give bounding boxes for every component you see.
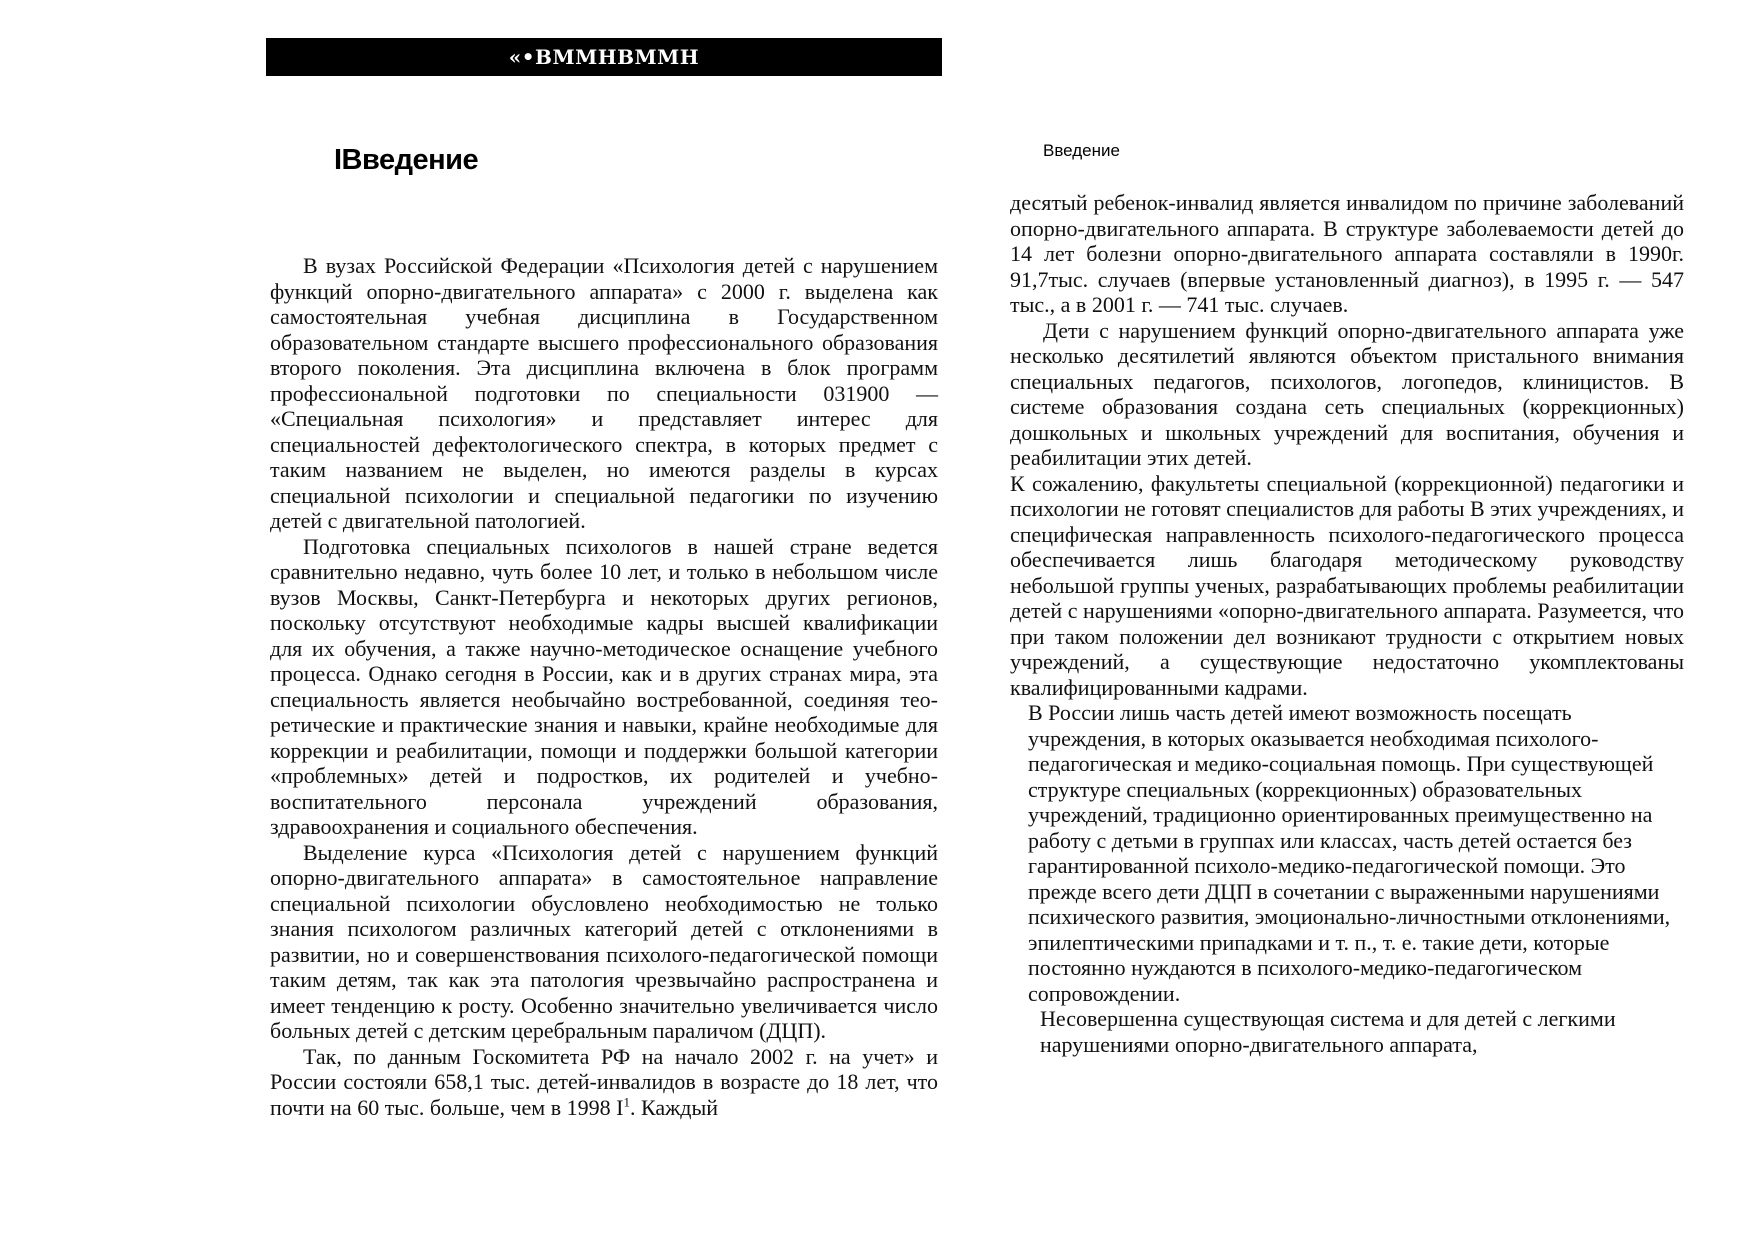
paragraph: В вузах Российской Федерации «Психология детей с нарушением функций опорно-двигательного аппарата» с 2000 г. выделена как самостоятельная учебная дисциплина в Государственном образовательном стандарте высшего профессионального образования второго поколения. Эта дисциплина включена в блок программ профессиональной подготовки по специальности 031900 — «Специальная психология» и представляет интерес для специальностей дефектологического спектра, в которых предмет с таким названием не выделен, но имеются разделы в курсах специальной психологии и специальной педагогики по изучению детей с двигательной патологией. [270, 253, 938, 533]
paragraph: Несовершенна существующая система и для детей с легкими нарушениями опорно-двигательного аппарата, [1040, 1006, 1616, 1057]
running-head: Введение [1043, 141, 1120, 160]
paragraph-last [270, 1044, 938, 1121]
paragraph: Дети с нарушением функций опорно-двигательного аппарата уже несколько десятилетий являются объектом пристального внимания специальных педагогов, психологов, логопедов, клиницистов. В системе образования создана сеть специальных (коррекционных) дошкольных и школьных учреждений для воспитания, обучения и реабилитации этих детей. [1010, 317, 1684, 470]
paragraph-text: Так, по данным Госкомитета РФ на начало 2002 г. на учет» и России состояли 658,1 тыс. детей-инвалидов в возрасте до 18 лет, что почти на 60 тыс. больше, чем в 1998 I [270, 1043, 938, 1120]
right-body-text [1010, 190, 1684, 1057]
paragraph-tail: . Каждый [629, 1094, 719, 1120]
paragraph: В России лишь часть детей имеют возможность посещать учреждения, в которых оказывается необходимая психолого-педагогическая и медико-социальная помощь. При существующей структуре специальных (коррекционных) образовательных учреждений, традиционно ориентированных преимущественно на работу с детьми в группах или классах, часть детей остается без гарантированной психоло-медико-педагогической помощи. Это прежде всего дети ДЦП в сочетании с выраженными нарушениями психического развития, эмоционально-личностными отклонениями, эпилептическими припадками и т. п., т. е. такие дети, которые постоянно нуждаются в психолого-медико-педагогическом сопровождении. [1028, 700, 1671, 1006]
right-page [960, 0, 1753, 1241]
paragraph-continuation: десятый ребенок-инвалид является инвалидом по причине заболеваний опорно-двигательного аппарата. В структуре заболеваемости детей до 14 лет болезни опорно-двигательного аппарата составляли в 1990г. 91,7тыс. случаев (впервые установленный диагноз), в 1995 г. — 547 тыс., а в 2001 г. — 741 тыс. случаев. [1010, 190, 1684, 317]
paragraph: Выделение курса «Психология детей с нарушением функций опорно-двигательного аппарата» в самостоятельное направление специальной психологии обусловлено необходимостью не только знания психологом различных категорий детей с отклонениями в развитии, но и совершенствования психолого-педагогической помощи таким детям, так как эта патология чрезвычайно распространена и имеет тенденцию к росту. Особенно значительно увеличивается число больных детей с детским церебральным параличом (ДЦП). [270, 839, 938, 1043]
header-band: «•ВММНВММН [266, 38, 942, 76]
left-body-text [270, 253, 938, 1120]
chapter-title: IВведение [334, 144, 479, 176]
paragraph: Подготовка специальных психологов в нашей стране ведется сравнительно недавно, чуть более 10 лет, и только в небольшом числе вузов Москвы, Санкт-Петербурга и некоторых других регионов, поскольку отсутствуют необходимые кадры высшей квалификации для их обучения, а также научно-методическое оснащение учебного процесса. Однако сегодня в России, как и в других странах мира, эта специальность является необычайно востребованной, соединяя теоретические и практические знания и навыки, крайне необходимые для коррекции и реабилитации, помощи и поддержки большой категории «проблемных» детей и подростков, их родителей и учебно-воспитательного персонала учреждений образования, здравоохранения и социального обеспечения. [270, 533, 938, 839]
footnote-marker: 1 [623, 1094, 630, 1110]
paragraph: К сожалению, факультеты специальной (коррекционной) педагогики и психологии не готовят специалистов для работы В этих учреждениях, и специфическая направленность психолого-педагогического процесса обеспечивается лишь благодаря методическому руководству небольшой группы ученых, разрабатывающих проблемы реабилитации детей с нарушениями «опорно-двигательного аппарата. Разумеется, что при таком положении дел возникают трудности с открытием новых учреждений, а существующие недостаточно укомплектованы квалифицированными кадрами. [1010, 470, 1684, 700]
